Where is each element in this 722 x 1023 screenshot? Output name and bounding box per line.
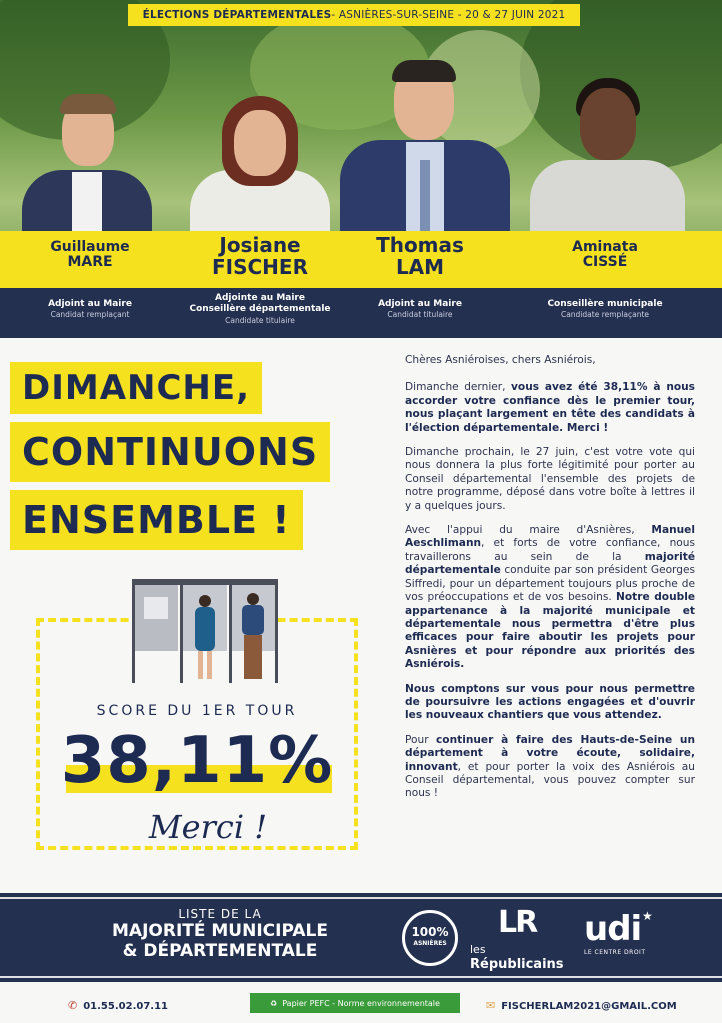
candidate-role-lam xyxy=(345,299,495,320)
udi-logo xyxy=(584,909,664,956)
candidate-role-cisse xyxy=(525,299,685,320)
status: Candidate remplaçante xyxy=(560,310,650,320)
udi-subtitle: LE CENTRE DROIT xyxy=(584,949,646,956)
score-label: SCORE DU 1ER TOUR xyxy=(96,703,298,719)
letter-paragraph-2: Dimanche prochain, le 27 juin, c'est votre vote qui nous donnera la plus forte légitimité pour porter au Conseil départemental l'ensemble des projets de notre programme, déposé dans votre boîte à lettres il y a quelques jours. xyxy=(405,446,695,512)
candidates-photo xyxy=(0,0,722,338)
candidates-group xyxy=(0,60,722,240)
candidate-name-mare xyxy=(20,240,160,271)
last-name: FISCHER xyxy=(212,255,308,279)
text-bold: Manuel Aeschlimann xyxy=(405,524,695,550)
badge-sub: ASNIÈRES xyxy=(413,940,447,947)
asnieres-100-logo xyxy=(402,910,458,966)
role: Adjoint au Maire xyxy=(48,299,132,309)
mail-icon: ✉ xyxy=(486,999,496,1012)
pefc-text: Papier PEFC - Norme environnementale xyxy=(282,998,440,1008)
list-title-line-1: LISTE DE LA xyxy=(178,907,262,921)
text: Pour xyxy=(405,733,437,746)
text-bold: majorité départementale xyxy=(405,550,695,577)
list-title xyxy=(80,907,360,961)
merci-signature: Merci ! xyxy=(148,808,268,846)
phone-icon: ✆ xyxy=(68,999,78,1012)
phone-contact[interactable] xyxy=(68,999,168,1012)
first-name: Thomas xyxy=(376,233,464,257)
udi-name: udi xyxy=(584,909,642,949)
pefc-label xyxy=(250,993,460,1013)
status: Candidat titulaire xyxy=(387,310,453,320)
last-name: LAM xyxy=(395,255,445,279)
lr-mark: LR xyxy=(498,905,537,940)
divider xyxy=(0,976,722,978)
badge-main: 100% xyxy=(411,925,449,939)
letter-greeting: Chères Asniéroises, chers Asniérois, xyxy=(405,354,596,366)
last-name: CISSÉ xyxy=(582,254,628,271)
names-band xyxy=(0,231,722,288)
list-title-line-3: & DÉPARTEMENTALE xyxy=(122,941,318,961)
text-bold: continuer à faire des Hauts-de-Seine un département à votre écoute, solidaire, innovant xyxy=(405,733,695,773)
letter-paragraph-3 xyxy=(405,524,695,671)
text: Dimanche dernier, xyxy=(405,381,512,394)
status: Candidat remplaçant xyxy=(50,310,130,320)
election-header xyxy=(128,4,580,26)
text-bold: vous avez été 38,11% à nous accorder votre confiance dès le premier tour, nous plaçant largement en tête des candidats à l'élection départementale. Merci ! xyxy=(405,381,695,434)
star-icon: ★ xyxy=(642,909,653,923)
candidate-photo-cisse xyxy=(530,60,685,240)
candidate-role-fischer xyxy=(180,293,340,325)
last-name: MARE xyxy=(67,254,113,271)
header-subtitle: - ASNIÈRES-SUR-SEINE - 20 & 27 JUIN 2021 xyxy=(331,9,566,21)
text: , et pour porter la voix des Asniérois au Conseil départemental, vous pouvez compter sur nous ! xyxy=(405,760,695,800)
candidate-photo-fischer xyxy=(190,60,330,240)
headline-line-2: CONTINUONS xyxy=(10,422,330,482)
recycle-icon: ♻ xyxy=(270,998,278,1008)
phone-number: 01.55.02.07.11 xyxy=(83,1001,168,1012)
divider xyxy=(0,897,722,899)
headline-line-1: DIMANCHE, xyxy=(10,362,262,414)
email-address: FISCHERLAM2021@GMAIL.COM xyxy=(501,1001,677,1012)
letter-body xyxy=(405,354,695,812)
contact-strip xyxy=(0,982,722,1023)
letter-paragraph-5 xyxy=(405,734,695,801)
first-name: Josiane xyxy=(219,233,301,257)
header-title: ÉLECTIONS DÉPARTEMENTALES xyxy=(142,9,332,21)
letter-paragraph-4 xyxy=(405,683,695,723)
candidate-role-mare xyxy=(20,299,160,320)
lr-name: Républicains xyxy=(470,957,564,972)
voting-booths-illustration xyxy=(132,579,278,683)
role-secondary: Conseillère départementale xyxy=(189,304,331,315)
first-name: Guillaume xyxy=(50,239,130,255)
status: Candidate titulaire xyxy=(225,315,295,325)
candidate-photo-mare xyxy=(22,60,152,240)
role: Conseillère municipale xyxy=(547,299,663,309)
text: , et forts de votre confiance, nous travaillerons au sein de la xyxy=(405,537,695,563)
text: Avec l'appui du maire d'Asnières, xyxy=(405,524,652,537)
text: conduite par son président Georges Siffredi, pour un département toujours plus proche de vos préoccupations et de vos besoins. xyxy=(405,564,695,604)
candidate-name-lam xyxy=(345,234,495,278)
letter-paragraph-1 xyxy=(405,381,695,435)
first-name: Aminata xyxy=(572,239,638,255)
candidate-photo-lam xyxy=(340,60,510,240)
candidate-name-cisse xyxy=(530,240,680,271)
text-bold: Nous comptons sur vous pour nous permettre de poursuivre les actions engagées et d'ouvrir les nouveaux chantiers que vous attendez. xyxy=(405,682,695,722)
headline-line-3: ENSEMBLE ! xyxy=(10,490,303,550)
lr-les: les xyxy=(470,943,486,956)
role: Adjoint au Maire xyxy=(378,299,462,309)
score-value: 38,11% xyxy=(60,724,334,798)
role: Adjointe au Maire xyxy=(215,293,305,303)
candidate-name-fischer xyxy=(180,234,340,278)
text-bold: Notre double appartenance à la majorité municipale et départementale nous permettra d'être plus efficaces pour faire aboutir les projets pour Asnières et pour répondre aux priorités des Asniérois. xyxy=(405,591,696,671)
roles-band xyxy=(0,288,722,338)
footer-band xyxy=(0,893,722,982)
list-title-line-2: MAJORITÉ MUNICIPALE xyxy=(112,921,328,941)
email-contact[interactable] xyxy=(486,999,677,1012)
